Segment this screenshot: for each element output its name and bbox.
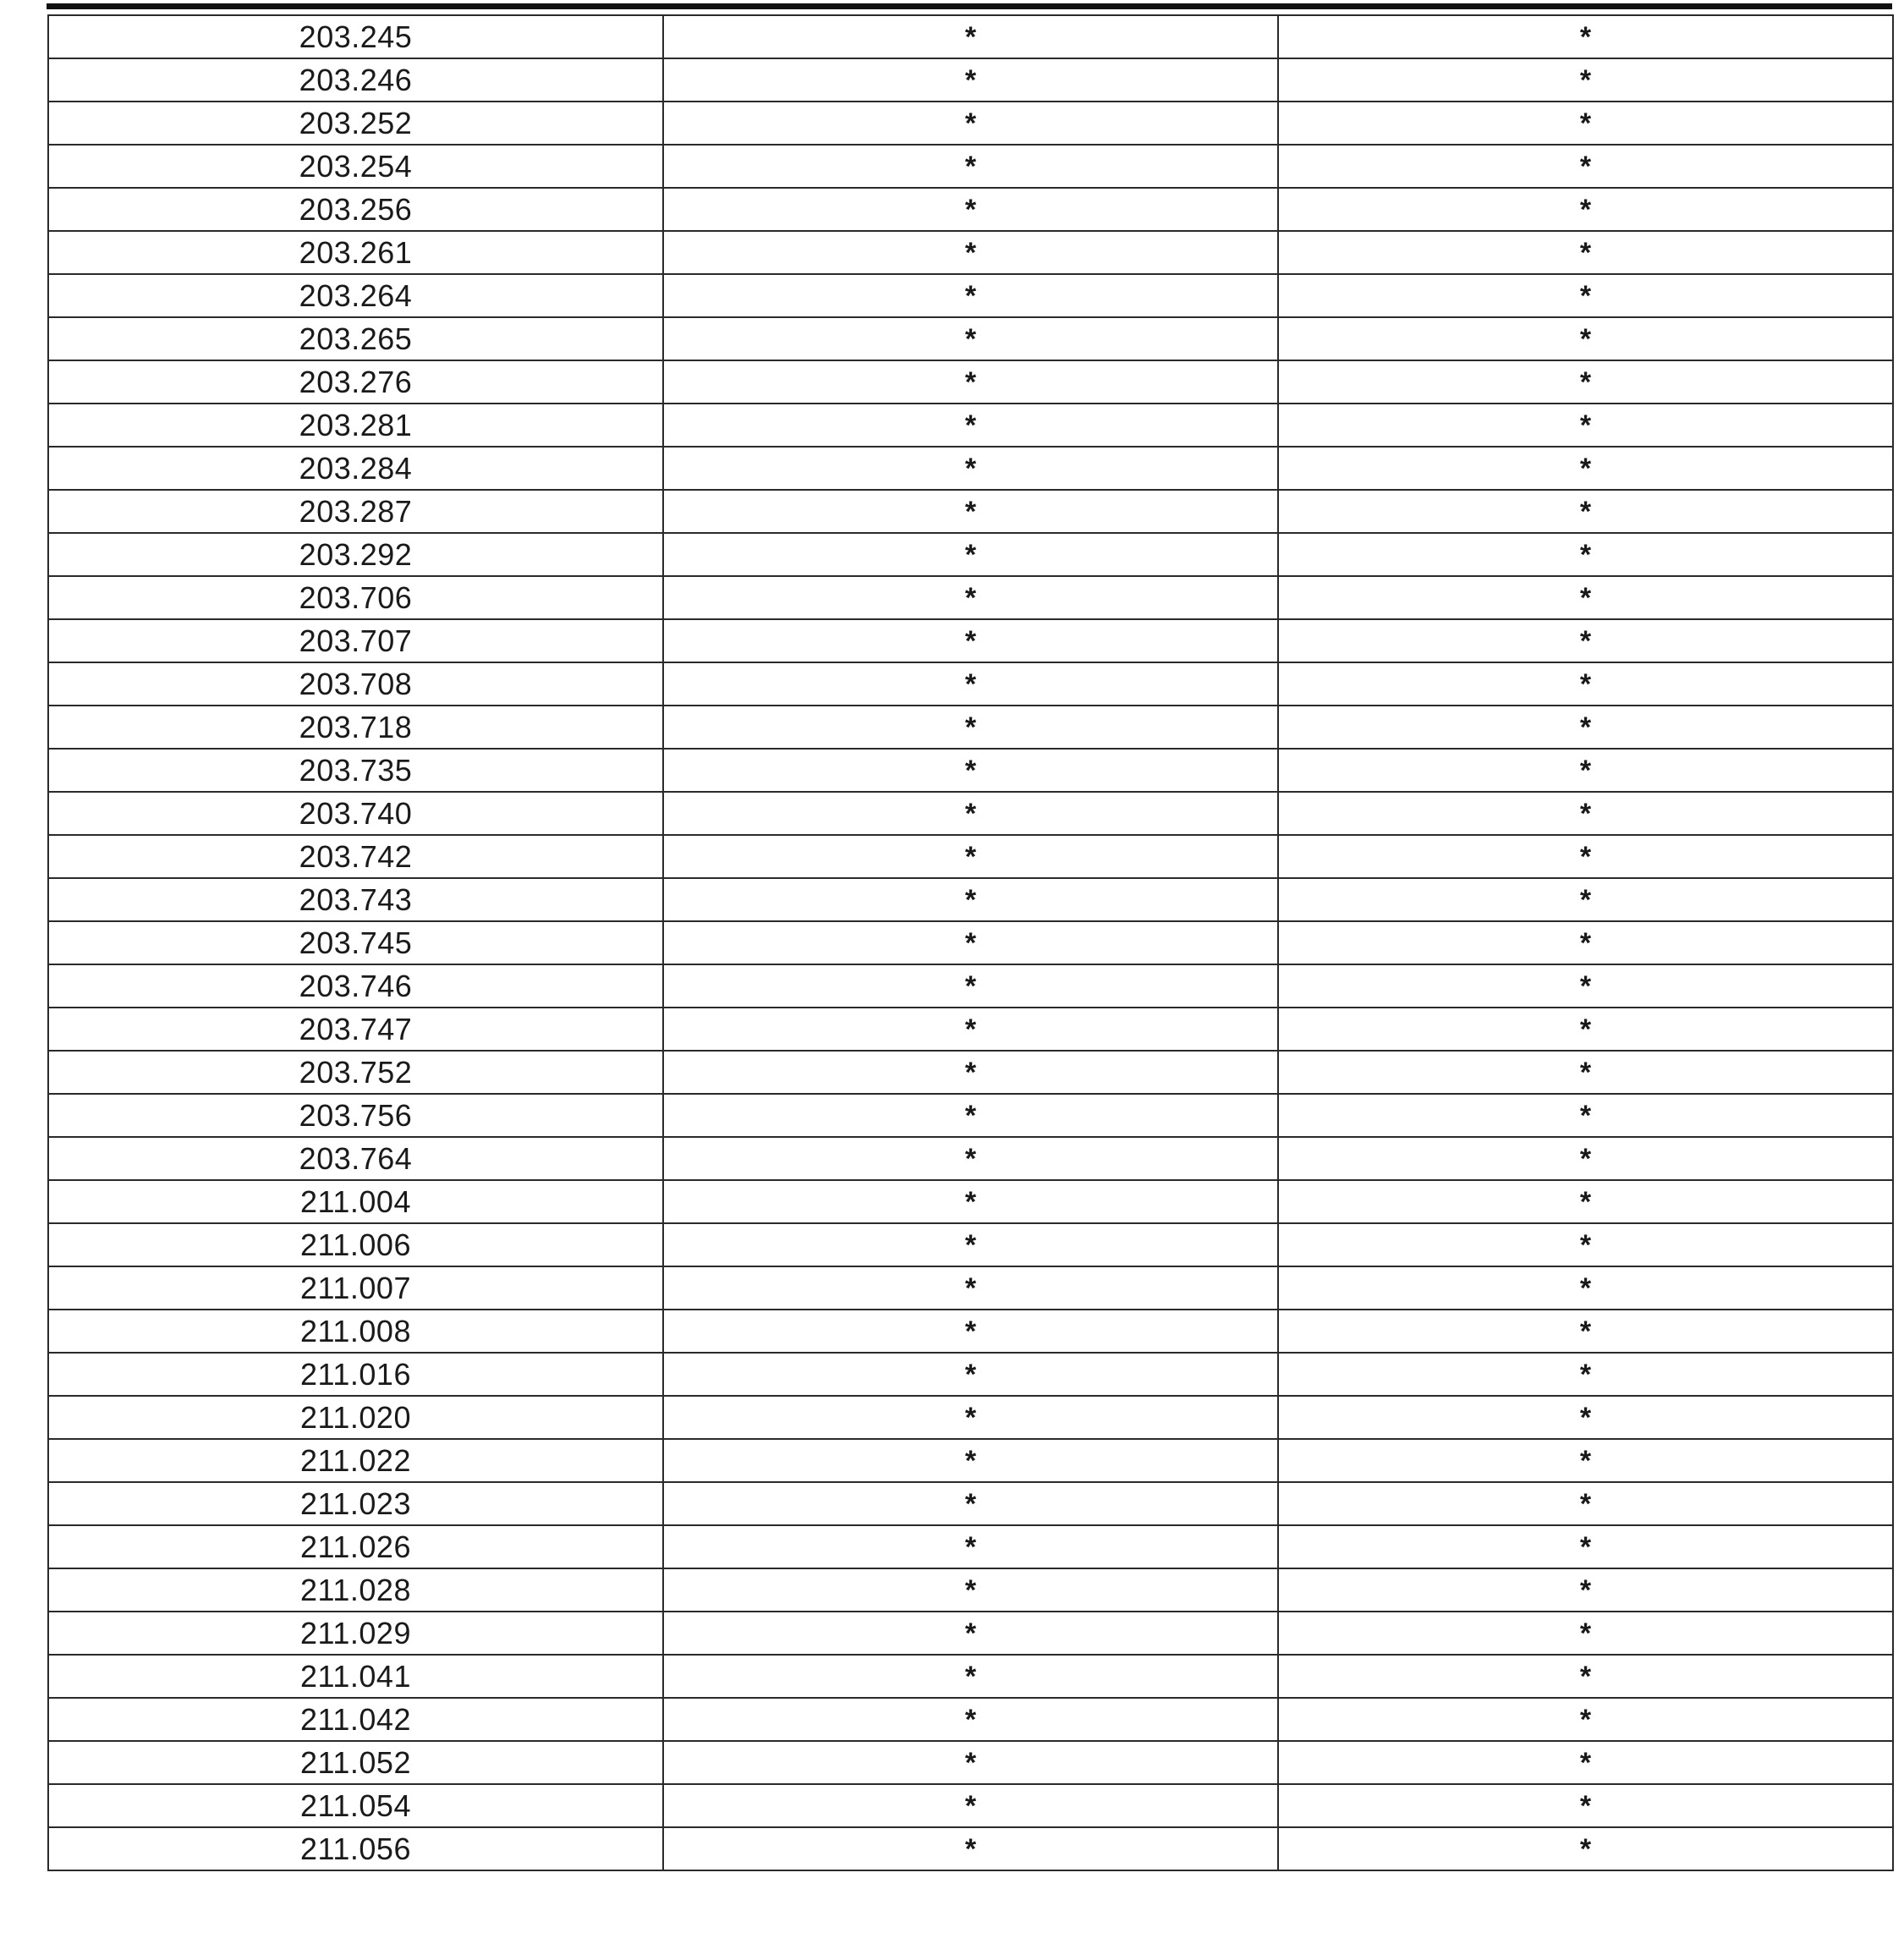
table-row: [48, 706, 1893, 749]
row-mark-cell-3: *: [1278, 1180, 1893, 1223]
row-mark-cell-2: *: [663, 1137, 1278, 1180]
row-mark-cell-3: *: [1278, 102, 1893, 145]
top-rule: [47, 3, 1892, 9]
row-mark-cell-2: *: [663, 878, 1278, 921]
row-mark-cell-3: *: [1278, 1784, 1893, 1827]
row-mark-cell-3: *: [1278, 188, 1893, 231]
row-code-cell: 203.756: [48, 1094, 663, 1137]
row-mark-cell-2: *: [663, 835, 1278, 878]
table-row: [48, 1439, 1893, 1482]
table-row: [48, 274, 1893, 317]
table-row: [48, 360, 1893, 404]
row-code-cell: 203.706: [48, 576, 663, 619]
data-table: [47, 14, 1894, 1871]
row-mark-cell-2: *: [663, 404, 1278, 447]
table-row: [48, 749, 1893, 792]
row-mark-cell-2: *: [663, 1396, 1278, 1439]
row-mark-cell-3: *: [1278, 1827, 1893, 1870]
row-mark-cell-2: *: [663, 964, 1278, 1008]
table-row: [48, 533, 1893, 576]
row-mark-cell-2: *: [663, 1655, 1278, 1698]
row-mark-cell-2: *: [663, 490, 1278, 533]
row-code-cell: 203.743: [48, 878, 663, 921]
table-row: [48, 1137, 1893, 1180]
row-mark-cell-2: *: [663, 921, 1278, 964]
row-code-cell: 203.752: [48, 1051, 663, 1094]
table-row: [48, 1180, 1893, 1223]
row-mark-cell-3: *: [1278, 1568, 1893, 1612]
row-mark-cell-3: *: [1278, 662, 1893, 706]
table-row: [48, 1310, 1893, 1353]
row-mark-cell-2: *: [663, 1223, 1278, 1266]
table-row: [48, 964, 1893, 1008]
row-mark-cell-2: *: [663, 15, 1278, 58]
row-mark-cell-3: *: [1278, 835, 1893, 878]
table-row: [48, 1396, 1893, 1439]
row-mark-cell-3: *: [1278, 317, 1893, 360]
table-row: [48, 662, 1893, 706]
row-code-cell: 203.746: [48, 964, 663, 1008]
row-mark-cell-2: *: [663, 317, 1278, 360]
row-mark-cell-3: *: [1278, 749, 1893, 792]
row-mark-cell-3: *: [1278, 878, 1893, 921]
row-mark-cell-2: *: [663, 576, 1278, 619]
row-mark-cell-3: *: [1278, 533, 1893, 576]
row-code-cell: 211.056: [48, 1827, 663, 1870]
table-row: [48, 878, 1893, 921]
row-code-cell: 203.256: [48, 188, 663, 231]
table-row: [48, 1525, 1893, 1568]
row-mark-cell-3: *: [1278, 576, 1893, 619]
row-mark-cell-2: *: [663, 145, 1278, 188]
table-row: [48, 231, 1893, 274]
row-mark-cell-3: *: [1278, 1612, 1893, 1655]
row-code-cell: 211.023: [48, 1482, 663, 1525]
row-code-cell: 211.006: [48, 1223, 663, 1266]
row-mark-cell-2: *: [663, 1525, 1278, 1568]
table-row: [48, 447, 1893, 490]
table-row: [48, 15, 1893, 58]
table-row: [48, 1827, 1893, 1870]
table-row: [48, 1655, 1893, 1698]
row-mark-cell-3: *: [1278, 1439, 1893, 1482]
row-mark-cell-2: *: [663, 1612, 1278, 1655]
row-code-cell: 203.281: [48, 404, 663, 447]
row-mark-cell-2: *: [663, 1051, 1278, 1094]
row-mark-cell-3: *: [1278, 921, 1893, 964]
row-mark-cell-2: *: [663, 1698, 1278, 1741]
row-code-cell: 203.708: [48, 662, 663, 706]
row-code-cell: 211.026: [48, 1525, 663, 1568]
table-row: [48, 921, 1893, 964]
row-mark-cell-2: *: [663, 1482, 1278, 1525]
table-row: [48, 1266, 1893, 1310]
row-mark-cell-3: *: [1278, 1655, 1893, 1698]
row-mark-cell-2: *: [663, 706, 1278, 749]
table-row: [48, 1784, 1893, 1827]
table-row: [48, 1353, 1893, 1396]
row-mark-cell-3: *: [1278, 1223, 1893, 1266]
table-row: [48, 1698, 1893, 1741]
row-mark-cell-2: *: [663, 360, 1278, 404]
row-code-cell: 211.007: [48, 1266, 663, 1310]
table-row: [48, 317, 1893, 360]
table-row: [48, 619, 1893, 662]
row-mark-cell-3: *: [1278, 1051, 1893, 1094]
row-code-cell: 203.735: [48, 749, 663, 792]
table-row: [48, 1008, 1893, 1051]
row-mark-cell-2: *: [663, 447, 1278, 490]
row-code-cell: 211.016: [48, 1353, 663, 1396]
row-mark-cell-2: *: [663, 792, 1278, 835]
table-row: [48, 1094, 1893, 1137]
table-row: [48, 1223, 1893, 1266]
table-row: [48, 576, 1893, 619]
row-mark-cell-2: *: [663, 1310, 1278, 1353]
row-code-cell: 211.020: [48, 1396, 663, 1439]
row-mark-cell-3: *: [1278, 274, 1893, 317]
row-code-cell: 203.284: [48, 447, 663, 490]
row-code-cell: 211.052: [48, 1741, 663, 1784]
row-mark-cell-2: *: [663, 1439, 1278, 1482]
row-mark-cell-2: *: [663, 102, 1278, 145]
row-code-cell: 211.028: [48, 1568, 663, 1612]
row-code-cell: 203.287: [48, 490, 663, 533]
row-mark-cell-3: *: [1278, 1482, 1893, 1525]
row-code-cell: 203.745: [48, 921, 663, 964]
table-row: [48, 835, 1893, 878]
table-row: [48, 145, 1893, 188]
row-mark-cell-3: *: [1278, 619, 1893, 662]
row-mark-cell-3: *: [1278, 1525, 1893, 1568]
row-mark-cell-3: *: [1278, 1094, 1893, 1137]
table-row: [48, 1482, 1893, 1525]
row-mark-cell-2: *: [663, 1827, 1278, 1870]
table-row: [48, 1612, 1893, 1655]
row-code-cell: 203.718: [48, 706, 663, 749]
row-mark-cell-2: *: [663, 58, 1278, 102]
row-code-cell: 211.041: [48, 1655, 663, 1698]
row-mark-cell-3: *: [1278, 1698, 1893, 1741]
table-row: [48, 1568, 1893, 1612]
row-mark-cell-3: *: [1278, 964, 1893, 1008]
row-code-cell: 203.707: [48, 619, 663, 662]
row-mark-cell-3: *: [1278, 231, 1893, 274]
table-row: [48, 1051, 1893, 1094]
row-code-cell: 203.252: [48, 102, 663, 145]
row-mark-cell-2: *: [663, 619, 1278, 662]
row-code-cell: 203.246: [48, 58, 663, 102]
row-mark-cell-3: *: [1278, 447, 1893, 490]
row-mark-cell-2: *: [663, 1784, 1278, 1827]
row-code-cell: 203.747: [48, 1008, 663, 1051]
table-body: [48, 15, 1893, 1870]
row-mark-cell-3: *: [1278, 145, 1893, 188]
row-mark-cell-3: *: [1278, 1353, 1893, 1396]
row-mark-cell-3: *: [1278, 1396, 1893, 1439]
row-mark-cell-2: *: [663, 662, 1278, 706]
row-code-cell: 203.292: [48, 533, 663, 576]
row-code-cell: 211.008: [48, 1310, 663, 1353]
row-mark-cell-2: *: [663, 533, 1278, 576]
row-code-cell: 203.742: [48, 835, 663, 878]
row-code-cell: 211.042: [48, 1698, 663, 1741]
row-mark-cell-3: *: [1278, 404, 1893, 447]
table-row: [48, 188, 1893, 231]
row-mark-cell-2: *: [663, 1741, 1278, 1784]
table-row: [48, 1741, 1893, 1784]
row-mark-cell-2: *: [663, 1180, 1278, 1223]
row-mark-cell-2: *: [663, 1266, 1278, 1310]
row-mark-cell-3: *: [1278, 1310, 1893, 1353]
row-code-cell: 203.261: [48, 231, 663, 274]
row-mark-cell-3: *: [1278, 490, 1893, 533]
row-code-cell: 211.054: [48, 1784, 663, 1827]
row-code-cell: 211.004: [48, 1180, 663, 1223]
row-mark-cell-2: *: [663, 231, 1278, 274]
row-mark-cell-3: *: [1278, 792, 1893, 835]
row-mark-cell-3: *: [1278, 1266, 1893, 1310]
row-mark-cell-2: *: [663, 1008, 1278, 1051]
row-mark-cell-3: *: [1278, 15, 1893, 58]
row-mark-cell-3: *: [1278, 58, 1893, 102]
row-mark-cell-3: *: [1278, 360, 1893, 404]
row-mark-cell-3: *: [1278, 706, 1893, 749]
table-row: [48, 490, 1893, 533]
row-mark-cell-3: *: [1278, 1008, 1893, 1051]
row-mark-cell-2: *: [663, 274, 1278, 317]
row-code-cell: 203.276: [48, 360, 663, 404]
row-code-cell: 203.740: [48, 792, 663, 835]
row-mark-cell-2: *: [663, 749, 1278, 792]
row-code-cell: 203.264: [48, 274, 663, 317]
table-row: [48, 404, 1893, 447]
row-code-cell: 211.022: [48, 1439, 663, 1482]
table-row: [48, 58, 1893, 102]
table-row: [48, 792, 1893, 835]
row-code-cell: 203.764: [48, 1137, 663, 1180]
row-mark-cell-2: *: [663, 1568, 1278, 1612]
row-code-cell: 211.029: [48, 1612, 663, 1655]
row-code-cell: 203.265: [48, 317, 663, 360]
row-mark-cell-3: *: [1278, 1741, 1893, 1784]
row-code-cell: 203.245: [48, 15, 663, 58]
row-mark-cell-2: *: [663, 188, 1278, 231]
row-mark-cell-3: *: [1278, 1137, 1893, 1180]
row-mark-cell-2: *: [663, 1353, 1278, 1396]
row-code-cell: 203.254: [48, 145, 663, 188]
row-mark-cell-2: *: [663, 1094, 1278, 1137]
table-row: [48, 102, 1893, 145]
